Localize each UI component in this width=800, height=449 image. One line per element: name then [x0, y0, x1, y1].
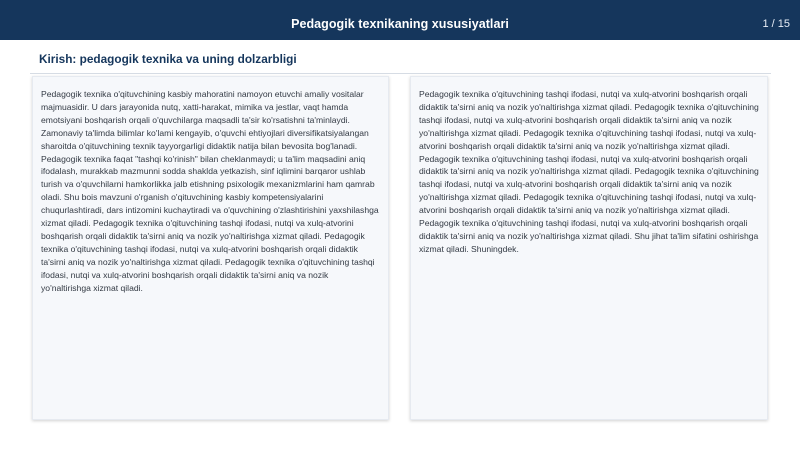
right-text-card: [410, 76, 768, 420]
left-paragraph: Pedagogik texnika o'qituvchining kasbiy mahoratini namoyon etuvchi amaliy vositalar majmuasidir. U dars jarayonida nutq, xatti-harakat, mimika va jestlar, vaqt hamda emotsiyani boshqarish orqali o'quvchilarga maqsadli ta'sir ko'rsatishni ta'minlaydi. Zamonaviy ta'limda bilimlar ko'lami kengayib, o'quvchi ehtiyojlari diversifikatsiyalangan sharoitda o'qituvchining texnik tayyorgarligi didaktik natija bilan bevosita bog'lanadi. Pedagogik texnika faqat "tashqi ko'rinish" bilan cheklanmaydi; u ta'lim maqsadini aniq ifodalash, murakkab mazmunni sodda shaklda yetkazish, sinf iqlimini barqaror ushlab turish va o'quvchilarni hamkorlikka jalb etishning psixologik mexanizmlarini ham qamrab oladi. Shu bois mavzuni o'rganish o'qituvchining kasbiy kompetensiyalarini chuqurlashtiradi, dars intizomini kuchaytiradi va o'quvchining o'zlashtirishini yaxshilashga xizmat qiladi. Pedagogik texnika o'qituvchining tashqi ifodasi, nutqi va xulq-atvorini boshqarish orqali didaktik ta'sirni aniq va nozik yo'naltirishga xizmat qiladi. Pedagogik texnika o'qituvchining tashqi ifodasi, nutqi va xulq-atvorini boshqarish orqali didaktik ta'sirni aniq va nozik yo'naltirishga xizmat qiladi. Pedagogik texnika o'qituvchining tashqi ifodasi, nutqi va xulq-atvorini boshqarish orqali didaktik ta'sirni aniq va nozik yo'naltirishga xizmat qiladi.: [41, 89, 379, 293]
slide-header-bar: [0, 0, 800, 40]
section-title: Kirish: pedagogik texnika va uning dolzarbligi: [39, 52, 297, 66]
section-divider: [30, 73, 771, 74]
left-text-card: [32, 76, 389, 420]
page-counter: 1 / 15: [762, 18, 790, 30]
right-paragraph: Pedagogik texnika o'qituvchining tashqi ifodasi, nutqi va xulq-atvorini boshqarish orqali didaktik ta'sirni aniq va nozik yo'naltirishga xizmat qiladi. Pedagogik texnika o'qituvchining tashqi ifodasi, nutqi va xulq-atvorini boshqarish orqali didaktik ta'sirni aniq va nozik yo'naltirishga xizmat qiladi. Pedagogik texnika o'qituvchining tashqi ifodasi, nutqi va xulq-atvorini boshqarish orqali didaktik ta'sirni aniq va nozik yo'naltirishga xizmat qiladi. Pedagogik texnika o'qituvchining tashqi ifodasi, nutqi va xulq-atvorini boshqarish orqali didaktik ta'sirni aniq va nozik yo'naltirishga xizmat qiladi. Pedagogik texnika o'qituvchining tashqi ifodasi, nutqi va xulq-atvorini boshqarish orqali didaktik ta'sirni aniq va nozik yo'naltirishga xizmat qiladi. Pedagogik texnika o'qituvchining tashqi ifodasi, nutqi va xulq-atvorini boshqarish orqali didaktik ta'sirni aniq va nozik yo'naltirishga xizmat qiladi. Pedagogik texnika o'qituvchining tashqi ifodasi, nutqi va xulq-atvorini boshqarish orqali didaktik ta'sirni aniq va nozik yo'naltirishga xizmat qiladi. Shu jihat ta'lim sifatini oshirishga xizmat qiladi. Shuningdek.: [419, 89, 759, 254]
slide-title: Pedagogik texnikaning xususiyatlari: [291, 17, 509, 31]
